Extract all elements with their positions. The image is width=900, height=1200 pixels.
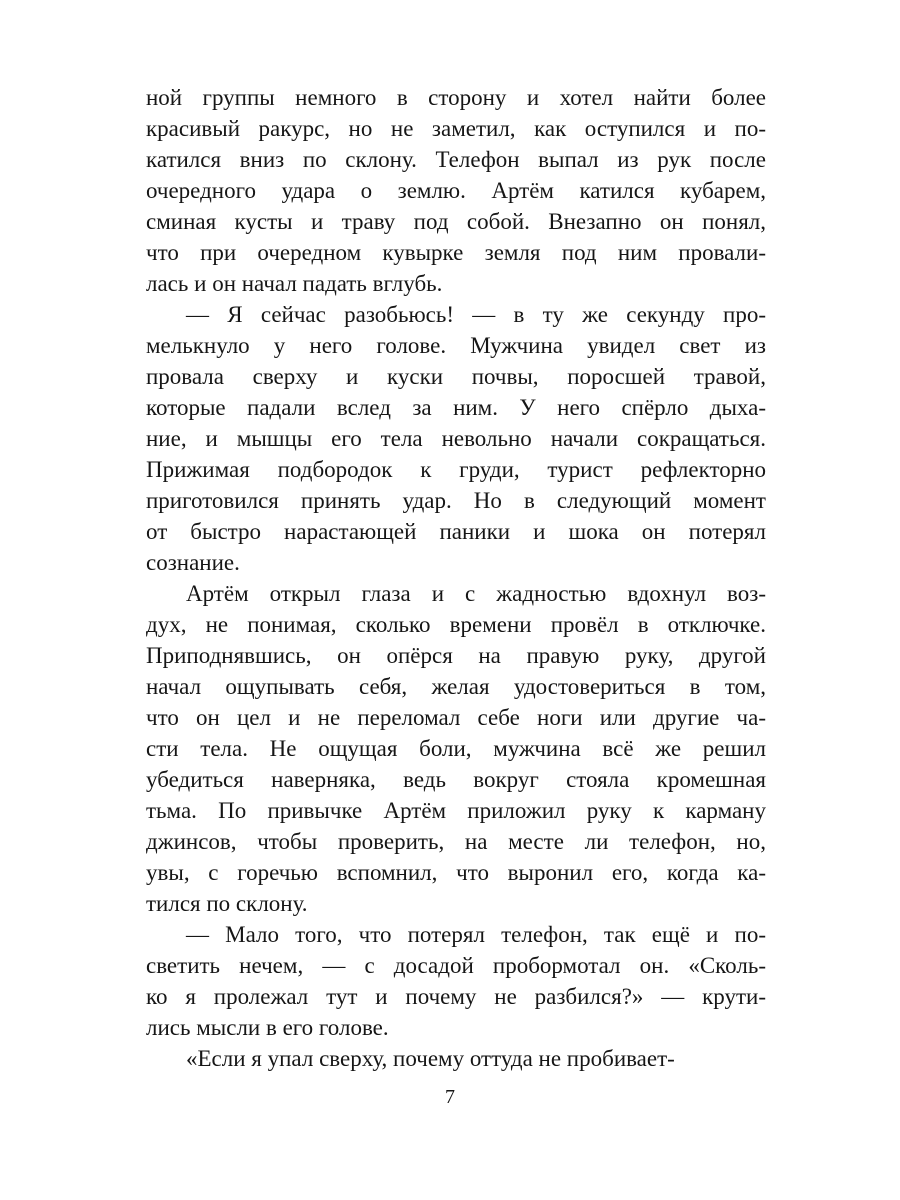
page-number: 7 [445, 1086, 455, 1108]
text-line: сти тела. Не ощущая боли, мужчина всё же решил [146, 736, 766, 761]
text-line: ной группы немного в сторону и хотел найти более [146, 85, 766, 110]
text-line: убедиться наверняка, ведь вокруг стояла кромешная [146, 767, 766, 792]
text-line: сознание. [146, 550, 240, 575]
text-line: ко я пролежал тут и почему не разбился?» — крути- [146, 984, 766, 1009]
text-line: «Если я упал сверху, почему оттуда не пробивает- [186, 1046, 675, 1071]
text-line: красивый ракурс, но не заметил, как оступился и по- [146, 116, 766, 141]
text-line: Артём открыл глаза и с жадностью вдохнул воз- [186, 581, 766, 606]
text-line: — Мало того, что потерял телефон, так ещё и по- [186, 922, 766, 947]
text-line: Прижимая подбородок к груди, турист рефлекторно [146, 457, 766, 482]
text-line: приготовился принять удар. Но в следующий момент [146, 488, 766, 513]
text-line: тьма. По привычке Артём приложил руку к карману [146, 798, 766, 823]
paragraph [146, 919, 766, 1043]
text-line: от быстро нарастающей паники и шока он потерял [146, 519, 766, 544]
text-line: провала сверху и куски почвы, поросшей травой, [146, 364, 766, 389]
text-line: дух, не понимая, сколько времени провёл в отключке. [146, 612, 766, 637]
text-line: тился по склону. [146, 891, 308, 916]
text-line: что при очередном кувырке земля под ним провали- [146, 240, 766, 265]
paragraph [146, 299, 766, 578]
text-line: джинсов, чтобы проверить, на месте ли телефон, но, [146, 829, 766, 854]
paragraph [146, 578, 766, 919]
text-line: лась и он начал падать вглубь. [146, 271, 443, 296]
text-line: мелькнуло у него голове. Мужчина увидел свет из [146, 333, 766, 358]
text-line: лись мысли в его голове. [146, 1015, 389, 1040]
text-line: светить нечем, — с досадой пробормотал он. «Сколь- [146, 953, 766, 978]
text-line: — Я сейчас разобьюсь! — в ту же секунду про- [186, 302, 766, 327]
text-line: начал ощупывать себя, желая удостовериться в том, [146, 674, 766, 699]
paragraph [146, 82, 766, 299]
text-line: катился вниз по склону. Телефон выпал из рук после [146, 147, 766, 172]
text-line: очередного удара о землю. Артём катился кубарем, [146, 178, 766, 203]
text-line: сминая кусты и траву под собой. Внезапно он понял, [146, 209, 766, 234]
text-line: которые падали вслед за ним. У него спёрло дыха- [146, 395, 766, 420]
text-line: Приподнявшись, он опёрся на правую руку, другой [146, 643, 766, 668]
paragraph [146, 1043, 766, 1074]
text-line: увы, с горечью вспомнил, что выронил его, когда ка- [146, 860, 766, 885]
text-block [146, 82, 766, 1074]
text-line: что он цел и не переломал себе ноги или другие ча- [146, 705, 766, 730]
text-line: ние, и мышцы его тела невольно начали сокращаться. [146, 426, 766, 451]
